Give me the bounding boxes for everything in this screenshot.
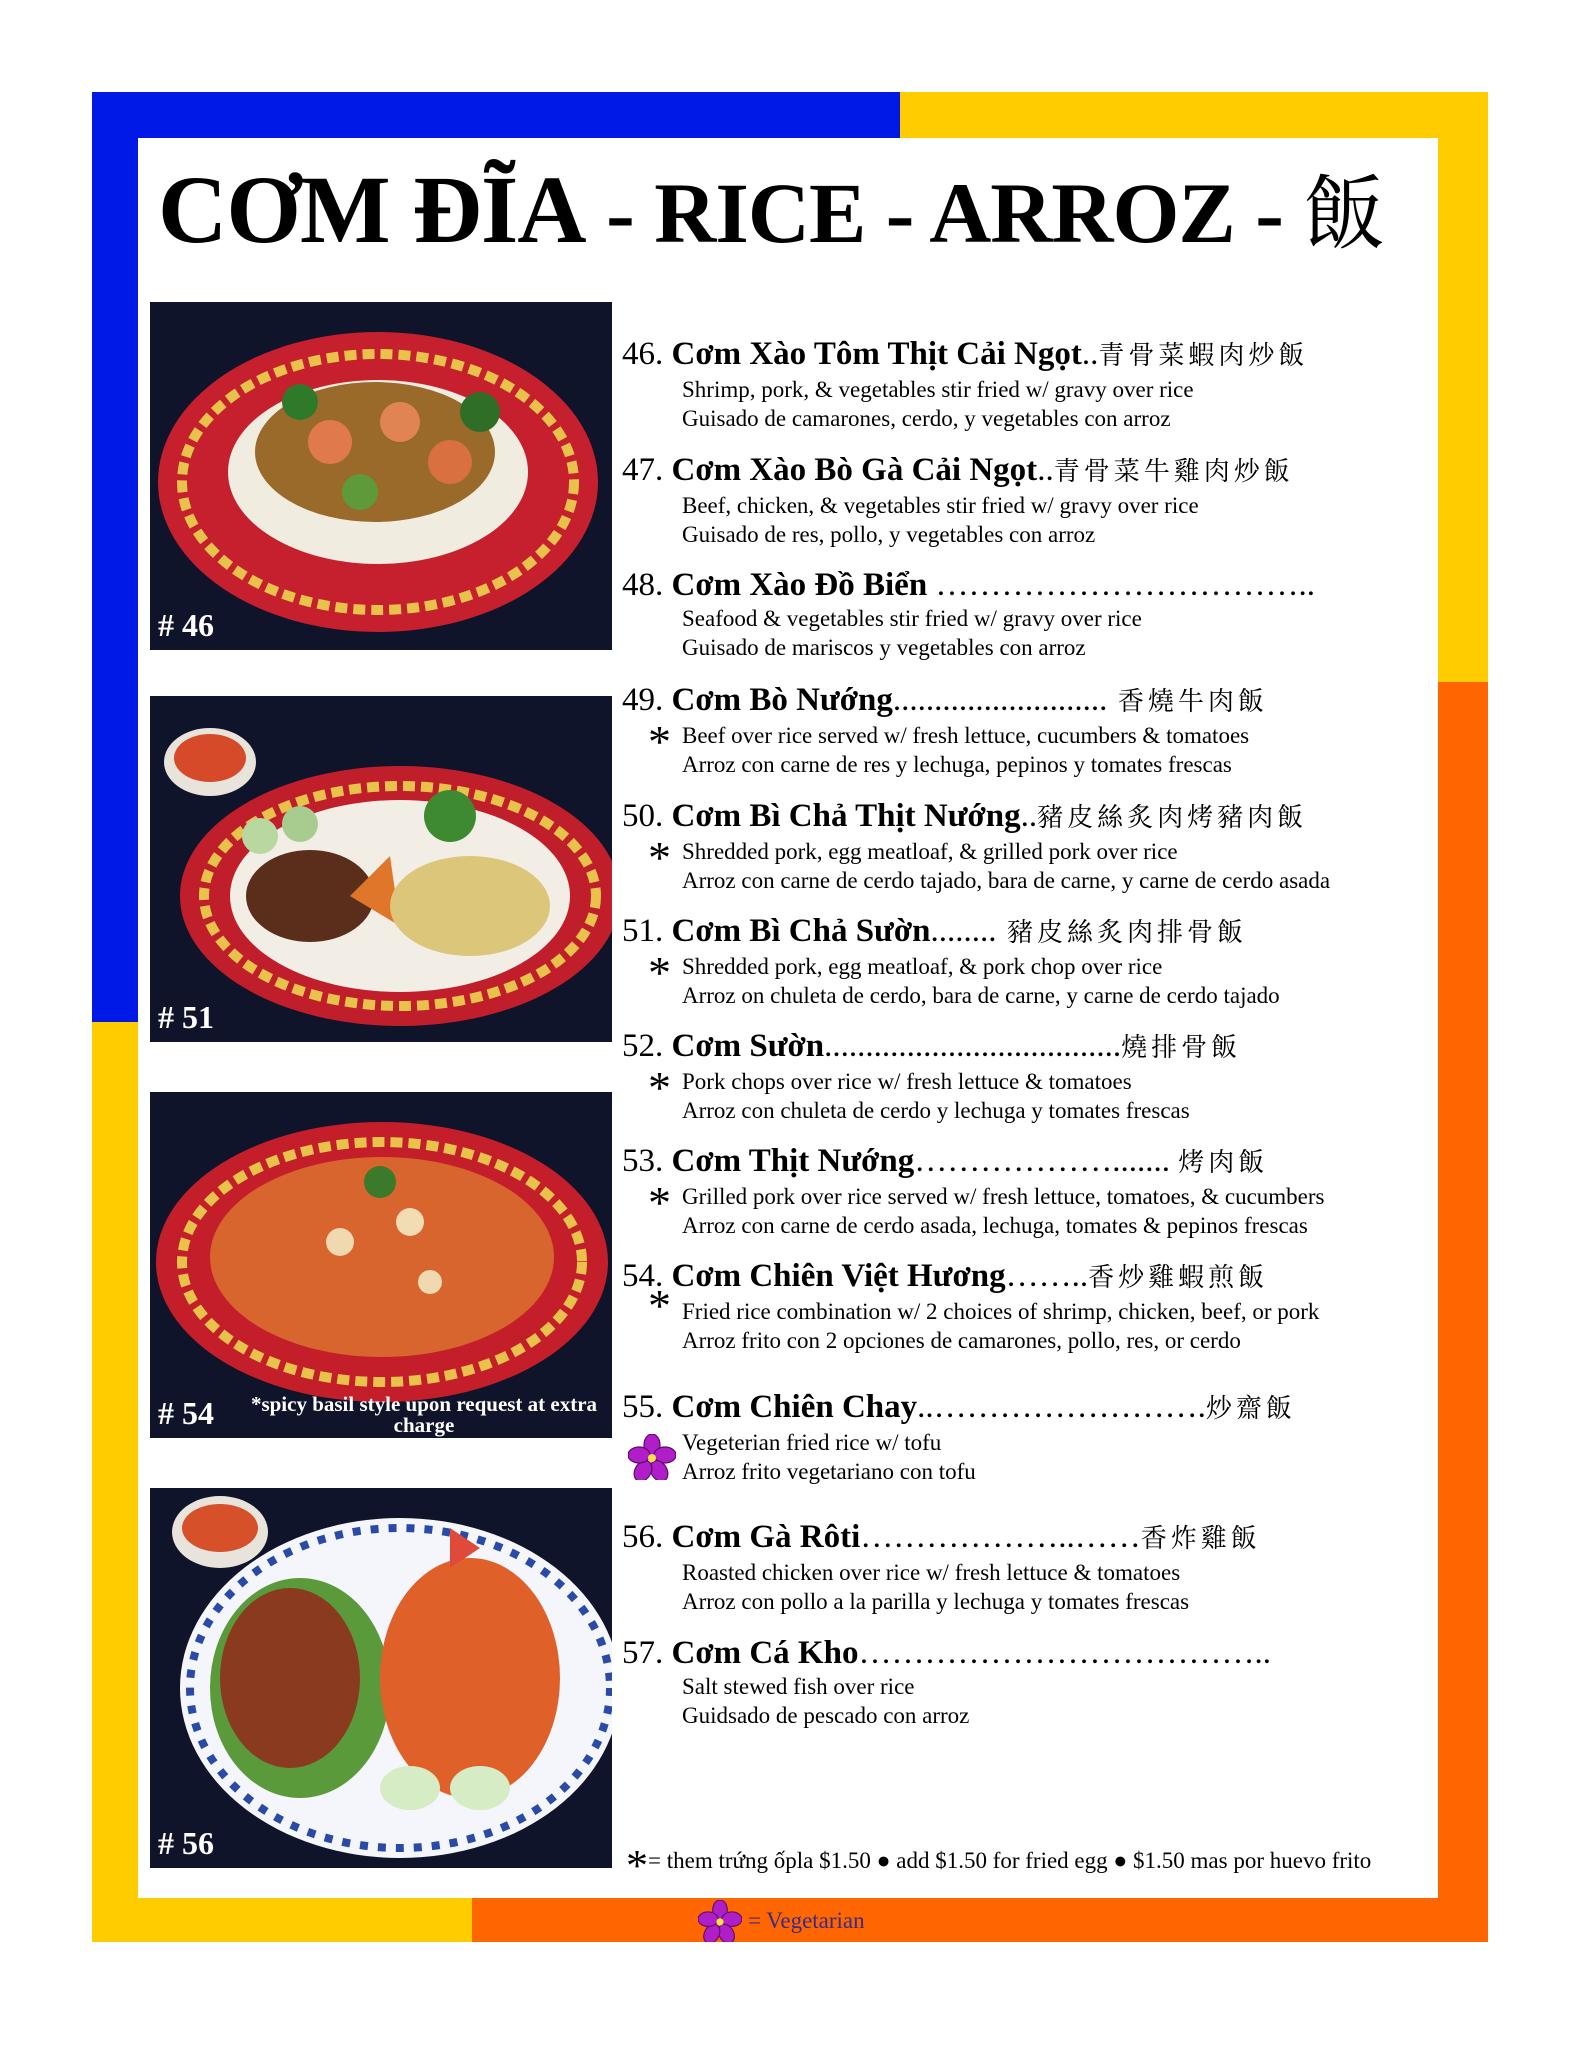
- item-desc-en: Roasted chicken over rice w/ fresh lettuce & tomatoes: [682, 1560, 1181, 1585]
- item-name: Cơm Bò Nướng: [671, 682, 893, 718]
- item-name: Cơm Cá Kho: [671, 1635, 859, 1671]
- item-desc-es: Arroz frito con 2 opciones de camarones, pollo, res, or cerdo: [682, 1328, 1241, 1353]
- item-chinese-name: 香燒牛肉飯: [1107, 687, 1268, 716]
- dish-54-image: [150, 1092, 612, 1438]
- item-chinese-name: 香炒雞蝦煎飯: [1088, 1263, 1269, 1292]
- item-dots: ..: [1037, 452, 1054, 488]
- menu-item-47: [622, 451, 1422, 549]
- photo-tag-51: # 51: [158, 999, 214, 1035]
- photo-tag-56: # 56: [158, 1825, 214, 1861]
- item-name: Cơm Xào Đồ Biển: [671, 567, 928, 603]
- page-title: [158, 150, 1418, 270]
- item-name: Cơm Thịt Nướng: [671, 1143, 915, 1179]
- item-name: Cơm Chiên Chay: [671, 1389, 918, 1425]
- frame-yellow-top: [900, 92, 1488, 138]
- item-desc-es: Arroz con pollo a la parilla y lechuga y tomates frescas: [682, 1589, 1190, 1614]
- photo-dish-54: [150, 1092, 612, 1438]
- item-chinese-name: 豬皮絲炙肉烤豬肉飯: [1037, 803, 1308, 832]
- item-desc-es: Guidsado de pescado con arroz: [682, 1703, 970, 1728]
- frame-blue-left: [92, 92, 138, 1022]
- item-name: Cơm Chiên Việt Hương: [671, 1258, 1006, 1294]
- dish-51-image: [150, 696, 612, 1042]
- item-desc-es: Guisado de res, pollo, y vegetables con arroz: [682, 522, 1096, 547]
- vegetarian-legend: [698, 1900, 865, 1942]
- photo-dish-46: [150, 302, 612, 650]
- item-number: 53.: [622, 1143, 664, 1179]
- title-main: CƠM ĐĨA: [158, 156, 586, 263]
- item-chinese-name: 青骨菜蝦肉炒飯: [1098, 341, 1309, 370]
- fried-egg-asterisk-icon: *: [648, 1280, 671, 1331]
- frame-yellow-left: [92, 1022, 138, 1942]
- photo-dish-56: [150, 1488, 612, 1868]
- menu-item-49: [622, 681, 1422, 779]
- item-desc-es: Arroz con carne de cerdo asada, lechuga, tomates & pepinos frescas: [682, 1213, 1308, 1238]
- item-dots: ....................................: [824, 1028, 1122, 1064]
- item-name: Cơm Bì Chả Sườn: [671, 913, 931, 949]
- fried-egg-asterisk-icon: *: [648, 1177, 671, 1228]
- menu-item-54: [622, 1257, 1422, 1355]
- item-dots: ……………………………..: [927, 567, 1315, 603]
- fried-egg-asterisk-icon: *: [648, 1062, 671, 1113]
- item-dots: ………………………………..: [858, 1635, 1271, 1671]
- vegetarian-flower-icon: [698, 1900, 742, 1942]
- photo-dish-51: [150, 696, 612, 1042]
- item-desc-en: Shrimp, pork, & vegetables stir fried w/ gravy over rice: [682, 377, 1194, 402]
- item-number: 46.: [622, 336, 664, 372]
- item-dots: ........: [930, 913, 997, 949]
- item-desc-en: Grilled pork over rice served w/ fresh lettuce, tomatoes, & cucumbers: [682, 1184, 1325, 1209]
- item-desc-en: Pork chops over rice w/ fresh lettuce & tomatoes: [682, 1069, 1132, 1094]
- item-dots: ..: [1081, 336, 1099, 372]
- menu-item-52: [622, 1027, 1422, 1125]
- item-dots: ………………..……: [860, 1519, 1141, 1555]
- item-number: 56.: [622, 1519, 664, 1555]
- dish-46-image: [150, 302, 612, 650]
- photo-note-54: *spicy basil style upon request at extra charge: [250, 1392, 598, 1437]
- vegetarian-flower-icon: [628, 1434, 676, 1480]
- item-number: 49.: [622, 682, 664, 718]
- fried-egg-asterisk-icon: *: [648, 947, 671, 998]
- title-rest: - RICE - ARROZ -: [585, 165, 1304, 261]
- item-number: 51.: [622, 913, 664, 949]
- item-chinese-name: 青骨菜牛雞肉炒飯: [1053, 457, 1294, 486]
- item-name: Cơm Xào Tôm Thịt Cải Ngọt: [671, 336, 1082, 372]
- item-dots: ..…………………….: [917, 1389, 1206, 1425]
- item-name: Cơm Bì Chả Thịt Nướng: [671, 798, 1021, 834]
- menu-item-48: [622, 566, 1422, 662]
- footer-equals: =: [648, 1848, 661, 1873]
- fried-egg-asterisk-icon: *: [648, 832, 671, 883]
- item-dots: ..........................: [892, 682, 1108, 718]
- vegetarian-legend-text: = Vegetarian: [748, 1908, 865, 1933]
- frame-orange-bottom: [472, 1898, 1488, 1942]
- item-name: Cơm Xào Bò Gà Cải Ngọt: [671, 452, 1038, 488]
- item-desc-en: Vegeterian fried rice w/ tofu: [682, 1430, 942, 1455]
- item-desc-en: Seafood & vegetables stir fried w/ gravy over rice: [682, 606, 1142, 631]
- item-desc-en: Shredded pork, egg meatloaf, & pork chop over rice: [682, 954, 1163, 979]
- item-dots: ……………….......: [914, 1143, 1179, 1179]
- title-chinese: 飯: [1303, 167, 1385, 262]
- menu-item-53: [622, 1142, 1422, 1240]
- photo-tag-46: # 46: [158, 607, 214, 643]
- item-dots: ……..: [1005, 1258, 1089, 1294]
- item-chinese-name: 香炸雞飯: [1140, 1524, 1261, 1553]
- item-desc-es: Arroz con carne de res y lechuga, pepinos y tomates frescas: [682, 752, 1232, 777]
- item-desc-en: Fried rice combination w/ 2 choices of shrimp, chicken, beef, or pork: [682, 1299, 1320, 1324]
- menu-item-46: [622, 335, 1422, 433]
- item-number: 55.: [622, 1389, 664, 1425]
- item-desc-es: Guisado de camarones, cerdo, y vegetables con arroz: [682, 406, 1171, 431]
- item-desc-en: Beef over rice served w/ fresh lettuce, cucumbers & tomatoes: [682, 723, 1250, 748]
- item-chinese-name: 烤肉飯: [1178, 1148, 1269, 1177]
- item-chinese-name: 豬皮絲炙肉排骨飯: [996, 918, 1248, 947]
- item-dots: ..: [1020, 798, 1038, 834]
- item-desc-es: Guisado de mariscos y vegetables con arroz: [682, 635, 1086, 660]
- item-chinese-name: 炒齋飯: [1205, 1394, 1296, 1423]
- frame-orange-right: [1438, 682, 1488, 1942]
- item-number: 50.: [622, 798, 664, 834]
- frame-yellow-bottom: [92, 1898, 472, 1942]
- fried-egg-note-text: them trứng ốpla $1.50 ● add $1.50 for fried egg ● $1.50 mas por huevo frito: [660, 1848, 1372, 1873]
- item-number: 57.: [622, 1635, 664, 1671]
- item-number: 54.: [622, 1258, 664, 1294]
- item-name: Cơm Sườn: [671, 1028, 825, 1064]
- menu-item-50: [622, 797, 1422, 895]
- item-chinese-name: 燒排骨飯: [1121, 1033, 1242, 1062]
- menu-item-56: [622, 1518, 1422, 1616]
- item-desc-es: Arroz con chuleta de cerdo y lechuga y tomates frescas: [682, 1098, 1190, 1123]
- fried-egg-note: [626, 1840, 1371, 1891]
- item-desc-es: Arroz frito vegetariano con tofu: [682, 1459, 976, 1484]
- fried-egg-asterisk-icon: *: [648, 716, 671, 767]
- item-desc-es: Arroz on chuleta de cerdo, bara de carne, y carne de cerdo tajado: [682, 983, 1280, 1008]
- item-number: 52.: [622, 1028, 664, 1064]
- menu-item-55: [622, 1388, 1422, 1486]
- frame-yellow-right: [1438, 92, 1488, 682]
- item-number: 47.: [622, 452, 664, 488]
- menu-item-57: [622, 1634, 1422, 1730]
- item-desc-en: Salt stewed fish over rice: [682, 1674, 915, 1699]
- item-number: 48.: [622, 567, 664, 603]
- item-desc-es: Arroz con carne de cerdo tajado, bara de carne, y carne de cerdo asada: [682, 868, 1331, 893]
- dish-56-image: [150, 1488, 612, 1868]
- photo-tag-54: # 54: [158, 1395, 214, 1431]
- fried-egg-asterisk-icon: *: [626, 1841, 648, 1890]
- item-name: Cơm Gà Rôti: [671, 1519, 861, 1555]
- item-desc-en: Shredded pork, egg meatloaf, & grilled pork over rice: [682, 839, 1178, 864]
- item-desc-en: Beef, chicken, & vegetables stir fried w/ gravy over rice: [682, 493, 1199, 518]
- menu-item-51: [622, 912, 1422, 1010]
